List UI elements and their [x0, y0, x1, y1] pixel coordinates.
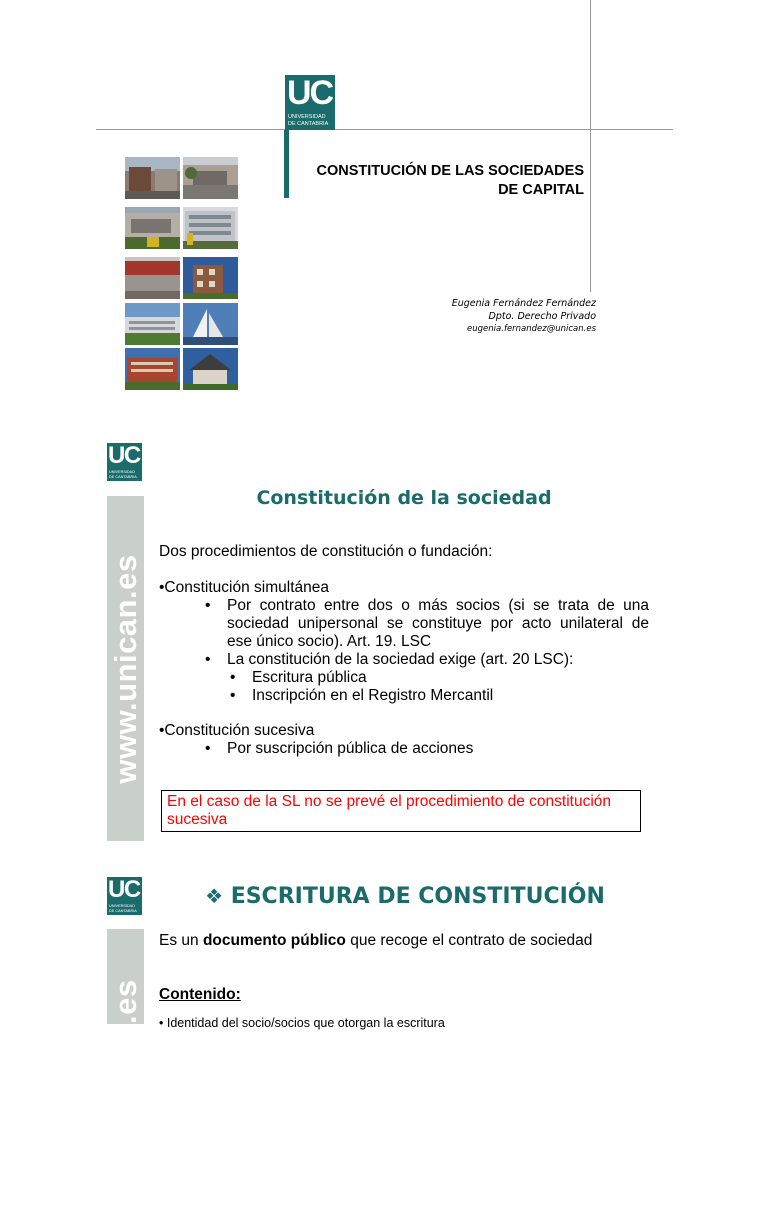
- slide1-vertical-rule: [590, 0, 591, 292]
- section-simultanea: •Constitución simultánea: [159, 579, 329, 596]
- uc-logo: [285, 75, 335, 130]
- sub-bullet-inscripcion: Inscripción en el Registro Mercantil: [252, 687, 494, 704]
- slide3-intro: Es un documento público que recoge el contrato de sociedad: [159, 932, 593, 949]
- bullet-marker: •: [205, 651, 211, 668]
- author-name: Eugenia Fernández Fernández: [451, 298, 596, 309]
- sub-bullet-escritura: Escritura pública: [252, 669, 367, 686]
- campus-photo: [125, 257, 180, 299]
- note-box: En el caso de la SL no se prevé el procedimiento de constitución sucesiva: [161, 790, 641, 832]
- campus-photo: [125, 348, 180, 390]
- slide3-title: ❖ ESCRITURA DE CONSTITUCIÓN: [205, 884, 605, 909]
- campus-photo: [183, 257, 238, 299]
- author-block: [390, 297, 596, 336]
- bullet-suscripcion: Por suscripción pública de acciones: [227, 740, 474, 757]
- campus-photo: [183, 303, 238, 345]
- author-email: eugenia.fernandez@unican.es: [467, 324, 596, 334]
- campus-photo: [183, 157, 238, 199]
- contenido-item: • Identidad del socio/socios que otorgan la escritura: [159, 1016, 445, 1030]
- slide2-title: Constitución de la sociedad: [256, 487, 552, 509]
- logo-subtitle: UNIVERSIDAD DE CANTABRIA: [288, 114, 329, 127]
- diamond-bullet-icon: ❖: [205, 884, 224, 908]
- author-department: Dpto. Derecho Privado: [488, 311, 596, 322]
- campus-photo: [183, 348, 238, 390]
- bullet-contrato: Por contrato entre dos o más socios (si se trata de una sociedad unipersonal se constituye por acto unilateral de ese único socio). Art. 19. LSC: [227, 597, 649, 650]
- bullet-marker: •: [205, 597, 211, 614]
- sidebar-watermark: www.unican.es: [107, 929, 144, 1024]
- bullet-exige: La constitución de la sociedad exige (art. 20 LSC):: [227, 651, 574, 668]
- bullet-marker: •: [205, 740, 211, 757]
- campus-photo: [183, 207, 238, 249]
- contenido-label: Contenido:: [159, 986, 241, 1003]
- slide1-horizontal-rule: [96, 129, 673, 130]
- slide1-title: CONSTITUCIÓN DE LAS SOCIEDADES DE CAPITAL: [316, 163, 584, 198]
- sidebar-watermark: www.unican.es: [107, 496, 144, 841]
- campus-photo: [125, 207, 180, 249]
- uc-logo-small: UC UNIVERSIDAD DE CANTABRIA: [107, 443, 142, 481]
- uc-logo-small: UC UNIVERSIDAD DE CANTABRIA: [107, 877, 142, 915]
- slide2-intro: Dos procedimientos de constitución o fundación:: [159, 543, 493, 560]
- campus-photo: [125, 303, 180, 345]
- sub-bullet-marker: •: [230, 687, 236, 704]
- campus-photo: [125, 157, 180, 199]
- sub-bullet-marker: •: [230, 669, 236, 686]
- logo-text: UC: [287, 74, 333, 112]
- section-sucesiva: •Constitución sucesiva: [159, 722, 315, 739]
